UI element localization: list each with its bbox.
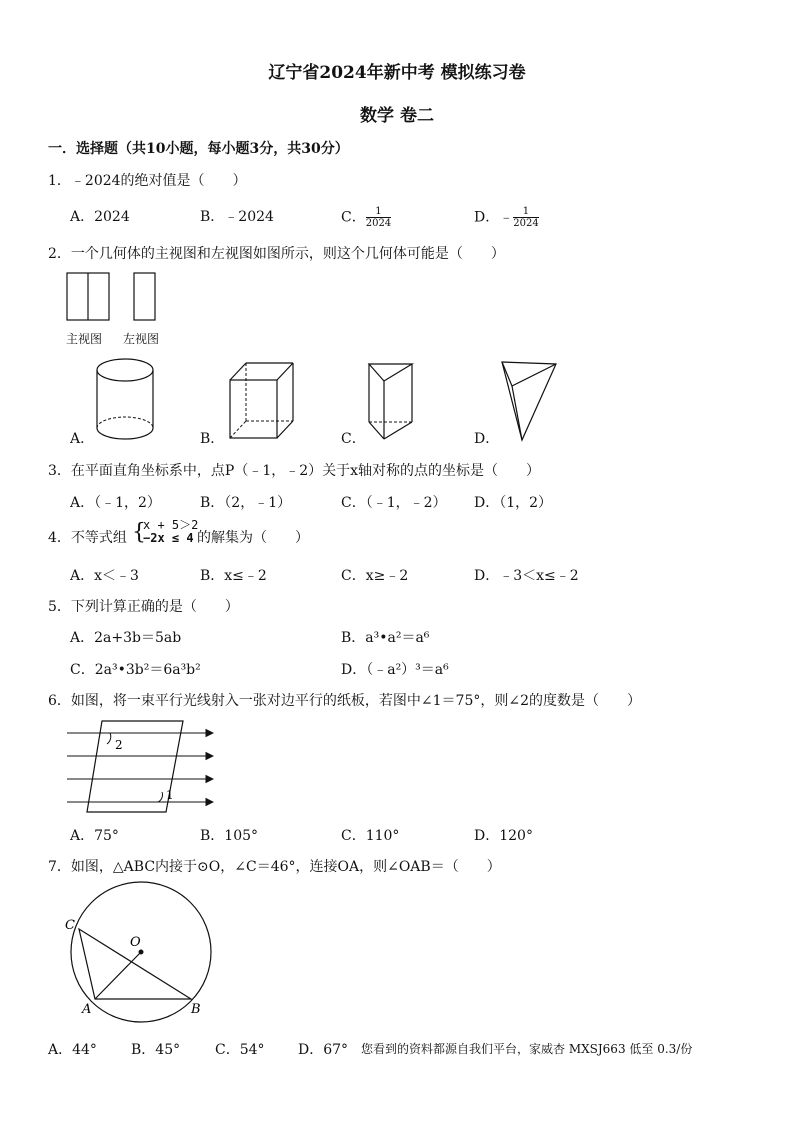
q5-stem: 5．下列计算正确的是（ ）: [48, 599, 239, 615]
q6-stem: 6．如图，将一束平行光线射入一张对边平行的纸板，若图中∠1＝75°，则∠2的度数是（ ）: [48, 693, 641, 709]
q6-option-a: A．75°: [70, 828, 119, 844]
q6-option-c: C．110°: [341, 828, 400, 844]
q1-option-d-label: D．﹣: [474, 209, 514, 226]
q3-stem: 3．在平面直角坐标系中，点P（﹣1，﹣2）关于x轴对称的点的坐标是（ ）: [48, 463, 541, 479]
q5-option-d: D．（﹣a²）³＝a⁶: [341, 662, 449, 678]
q7-stem: 7．如图，△ABC内接于⊙O，∠C＝46°，连接OA，则∠OAB＝（ ）: [48, 859, 501, 875]
footer-note: 您看到的资料都源自我们平台，家威杏 MXSJ663 低至 0.3/份: [361, 1042, 693, 1056]
q6-option-d: D．120°: [474, 828, 533, 844]
q3-option-b: B．（2，﹣1）: [200, 495, 292, 511]
left-view-label: 左视图: [123, 332, 160, 346]
q4-option-b: B．x≤﹣2: [200, 568, 267, 584]
label-a: A: [82, 1002, 92, 1017]
q4-stem-pre: 4．不等式组: [48, 530, 127, 546]
label-c: C: [65, 918, 75, 933]
q4-option-a: A．x＜﹣3: [70, 568, 139, 584]
q2-stem: 2．一个几何体的主视图和左视图如图所示，则这个几何体可能是（ ）: [48, 246, 505, 262]
angle-2-label: 2: [115, 738, 123, 752]
q7-option-a: A．44°: [48, 1042, 97, 1058]
segment-oa: [95, 952, 141, 999]
q1-option-c-label: C．: [341, 209, 366, 226]
q5-option-c: C．2a³•3b²＝6a³b²: [70, 662, 201, 678]
front-view-label: 主视图: [66, 332, 103, 346]
q3-option-c: C．（﹣1，﹣2）: [341, 495, 447, 511]
center-point: [139, 950, 144, 955]
q6-option-b: B．105°: [200, 828, 259, 844]
q1-option-d-fraction: $\frac{1}{2024}$: [513, 206, 539, 229]
q1-option-b: B．﹣2024: [200, 209, 274, 225]
q2-option-a: A．: [70, 431, 95, 447]
page-title: 辽宁省2024年新中考 模拟练习卷: [268, 63, 526, 83]
q4-inequality-1: x + 5＞2: [143, 518, 199, 532]
q7-option-b: B．45°: [131, 1042, 181, 1058]
q4-brace: {: [132, 520, 146, 545]
q1-option-a: A．2024: [70, 209, 130, 225]
q4-inequality-2: −2x ≤ 4: [143, 531, 194, 545]
q4-option-d: D．﹣3＜x≤﹣2: [474, 568, 579, 584]
q4-option-c: C．x≥﹣2: [341, 568, 409, 584]
q3-option-a: A．（﹣1，2）: [70, 495, 161, 511]
q2-option-c: C．: [341, 431, 366, 447]
q3-option-d: D．（1，2）: [474, 495, 553, 511]
q1-stem: 1．﹣2024的绝对值是（ ）: [48, 173, 247, 189]
q7-option-d: D．67°: [298, 1042, 349, 1058]
angle-1-label: 1: [166, 788, 174, 802]
q1-option-c-fraction: $\frac{1}{2024}$: [365, 206, 392, 229]
label-b: B: [191, 1002, 201, 1017]
q4-stem-post: 的解集为（ ）: [197, 530, 309, 546]
q5-option-b: B．a³•a²＝a⁶: [341, 630, 430, 646]
q7-option-c: C．54°: [215, 1042, 265, 1058]
page-subtitle: 数学 卷二: [360, 106, 434, 126]
q5-option-a: A．2a+3b＝5ab: [70, 630, 182, 646]
section-heading: 一．选择题（共10小题，每小题3分，共30分）: [48, 141, 349, 157]
q2-option-d: D．: [474, 431, 500, 447]
label-o: O: [130, 935, 141, 950]
q2-option-b: B．: [200, 431, 225, 447]
